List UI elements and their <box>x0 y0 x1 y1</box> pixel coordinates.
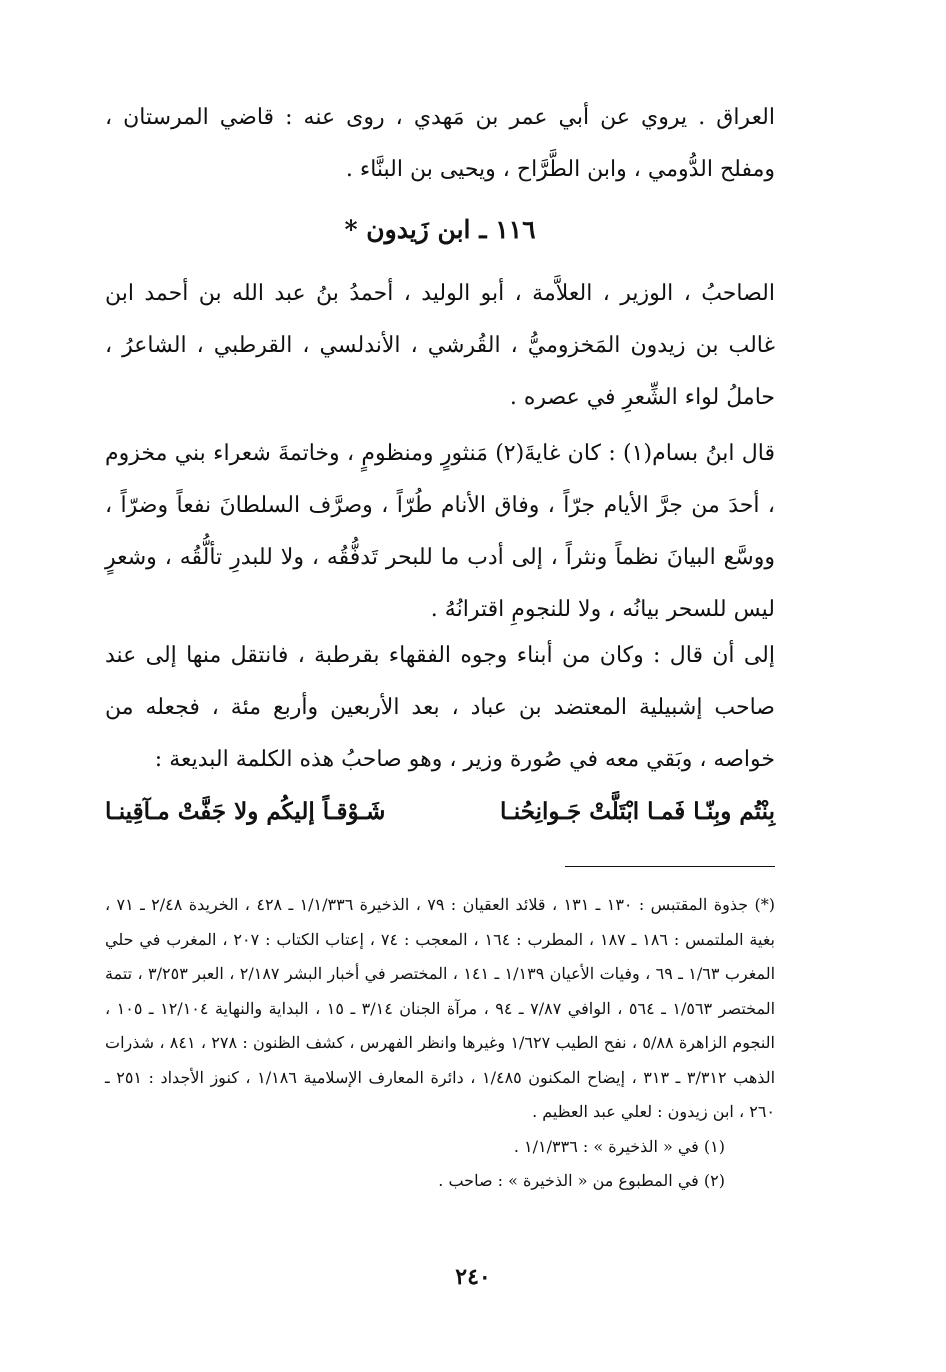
footnote-2: (٢) في المطبوع من « الذخيرة » : صاحب . <box>438 1170 725 1190</box>
footnotes-section <box>105 888 775 1198</box>
intro-paragraph: العراق . يروي عن أبي عمر بن مَهدي ، روى عنه : قاضي المرستان ، ومفلح الدُّومي ، وابن الطَّرَّاح ، ويحيى بن البنَّاء . <box>105 105 775 182</box>
verse-second-hemistich: شَـوْقـاً إليكُم ولا جَفَّتْ مـآقِينـا <box>105 798 386 825</box>
continuation-paragraph: إلى أن قال : وكان من أبناء وجوه الفقهاء بقرطبة ، فانتقل منها إلى عند صاحب إشبيلية المعتضد بن عباد ، بعد الأربعين وأربع مئة ، فجعله من خواصه ، وبَقي معه في صُورة وزير ، وهو صاحبُ هذه الكلمة البديعة : <box>105 643 775 772</box>
biography-paragraph: الصاحبُ ، الوزير ، العلاَّمة ، أبو الوليد ، أحمدُ بنُ عبد الله بن أحمد ابن غالب بن زيدون المَخزوميُّ ، القُرشي ، الأندلسي ، القرطبي ، الشاعرُ ، حاملُ لواء الشِّعرِ في عصره . <box>105 281 775 410</box>
footnote-divider <box>565 866 775 867</box>
quote-paragraph: قال ابنُ بسام(١) : كان غايةَ(٢) مَنثورٍ ومنظومٍ ، وخاتمةَ شعراء بني مخزوم ، أحدَ من جرَّ الأيام جرّاً ، وفاق الأنام طُرّاً ، وصرَّف السلطانَ نفعاً وضرّاً ، ووسَّع البيانَ نظماً ونثراً ، إلى أدب ما للبحر تَدفُّقُه ، ولا للبدرِ تألُّقُه ، وشعرٍ ليس للسحر بيانُه ، ولا للنجومِ اقترانُهُ . <box>105 441 775 622</box>
footnote-sources: (*) جذوة المقتبس : ١٣٠ ـ ١٣١ ، قلائد العقيان : ٧٩ ، الذخيرة ١/١/٣٣٦ ـ ٤٢٨ ، الخريدة ٢/٤٨ ـ ٧١ ، بغية الملتمس : ١٨٦ ـ ١٨٧ ، المطرب : ١٦٤ ، المعجب : ٧٤ ، إعتاب الكتاب : ٢٠٧ ، المغرب في حلي المغرب ١/٦٣ ـ ٦٩ ، وفيات الأعيان ١/١٣٩ ـ ١٤١ ، المختصر في أخبار البشر ٢/١٨٧ ، العبر ٣/٢٥٣ ، تتمة المختصر ١/٥٦٣ ـ ٥٦٤ ، الوافي ٧/٨٧ ـ ٩٤ ، مرآة الجنان ٣/١٤ ـ ١٥ ، البداية والنهاية ١٢/١٠٤ ـ ١٠٥ ، النجوم الزاهرة ٥/٨٨ ، نفح الطيب ١/٦٢٧ وغيرها وانظر الفهرس ، كشف الظنون : ٢٧٨ ، ٨٤١ ، شذرات الذهب ٣/٣١٢ ـ ٣١٣ ، إيضاح المكنون ١/٤٨٥ ، دائرة المعارف الإسلامية ١/١٨٦ ، كنوز الأجداد : ٢٥١ ـ ٢٦٠ ، ابن زيدون : لعلي عبد العظيم . <box>105 895 776 1121</box>
poetry-verse <box>105 788 775 836</box>
page-number: ٢٤٠ <box>455 1264 491 1290</box>
verse-first-hemistich: بِنْتُم وبِنّـا فَمـا ابْتَلَّتْ جَـوانِحُنـا <box>500 798 775 825</box>
footnote-1: (١) في « الذخيرة » : ١/١/٣٣٦ . <box>513 1136 725 1156</box>
entry-heading: ١١٦ ـ ابن زَيدون * <box>344 215 536 244</box>
